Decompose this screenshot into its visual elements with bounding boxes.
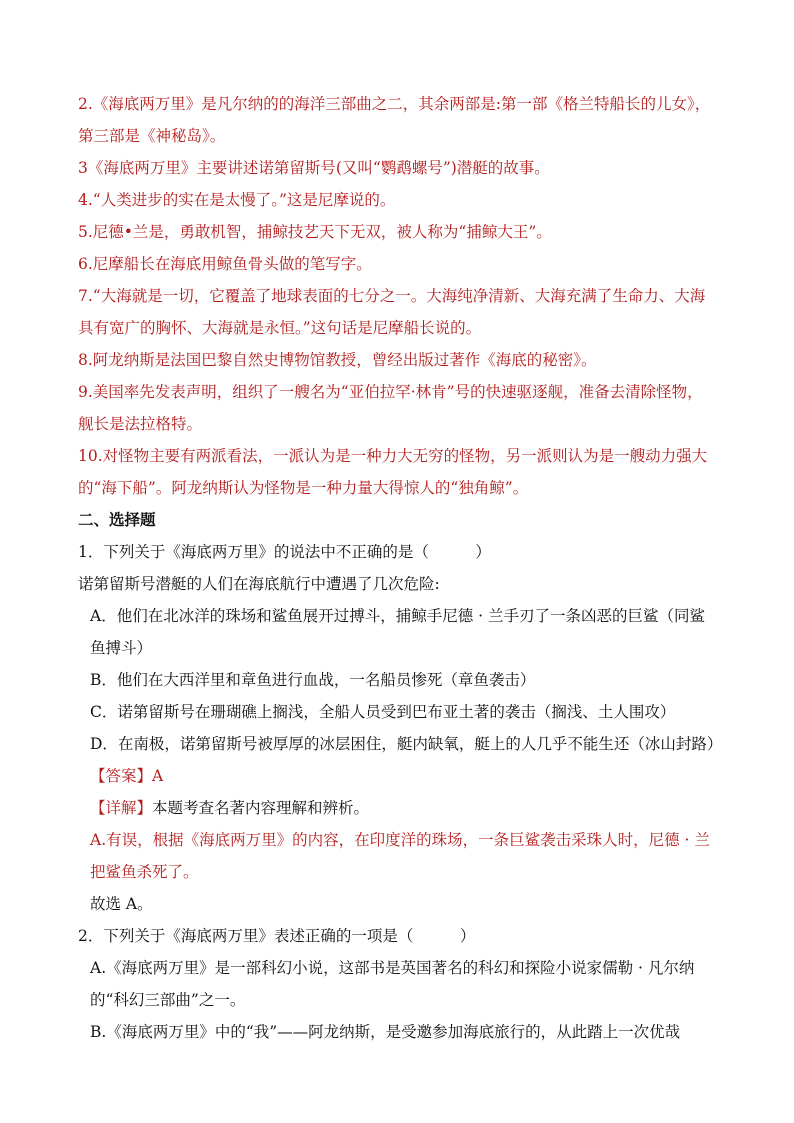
q1-option-d: D．在南极，诺第留斯号被厚厚的冰层困住，艇内缺氧，艇上的人几乎不能生还（冰山封路）	[90, 735, 723, 753]
fact-5: 5.尼德•兰是，勇敢机智，捕鲸技艺天下无双，被人称为“捕鲸大王”。	[78, 223, 552, 241]
detail-text: 本题考查名著内容理解和辨析。	[152, 799, 370, 817]
q1-explain-line-2: 把鲨鱼杀死了。	[90, 863, 199, 881]
fact-10-line-2: 的“海下船”。阿龙纳斯认为怪物是一种力量大得惊人的“独角鲸”。	[78, 479, 529, 497]
q2-option-a-line-2: 的“科幻三部曲”之一。	[90, 991, 246, 1009]
q1-option-a-line-1: A．他们在北冰洋的珠场和鲨鱼展开过搏斗，捕鲸手尼德 · 兰手刃了一条凶恶的巨鲨（同鲨	[90, 607, 705, 625]
answer-value: A	[152, 767, 164, 785]
fact-7-line-1: 7.“大海就是一切，它覆盖了地球表面的七分之一。大海纯净清新、大海充满了生命力、大海	[78, 287, 706, 305]
fact-2-line-2: 第三部是《神秘岛》。	[78, 127, 226, 145]
detail-tag: 【详解】	[90, 799, 153, 817]
fact-8: 8.阿龙纳斯是法国巴黎自然史博物馆教授，曾经出版过著作《海底的秘密》。	[78, 351, 597, 369]
q1-intro: 诺第留斯号潜艇的人们在海底航行中遭遇了几次危险:	[78, 575, 440, 593]
q1-option-a-line-2: 鱼搏斗）	[90, 639, 153, 657]
q1-conclusion: 故选 A。	[90, 895, 153, 913]
q2-option-a-line-1: A.《海底两万里》是一部科幻小说，这部书是英国著名的科幻和探险小说家儒勒 · 凡尔纳	[90, 959, 695, 977]
fact-7-line-2: 具有宽广的胸怀、大海就是永恒。”这句话是尼摩船长说的。	[78, 319, 482, 337]
q1-option-c: C．诺第留斯号在珊瑚礁上搁浅，全船人员受到巴布亚土著的袭击（搁浅、土人围攻）	[90, 703, 676, 721]
q1-stem: 1．下列关于《海底两万里》的说法中不正确的是（ ）	[78, 543, 491, 561]
fact-9-line-1: 9.美国率先发表声明，组织了一艘名为“亚伯拉罕·林肯”号的快速驱逐舰，准备去清除怪物，	[78, 383, 703, 401]
fact-4: 4.“人类进步的实在是太慢了。”这是尼摩说的。	[78, 191, 396, 209]
q2-stem: 2．下列关于《海底两万里》表述正确的一项是（ ）	[78, 927, 476, 945]
q1-explain-line-1: A.有误，根据《海底两万里》的内容，在印度洋的珠场，一条巨鲨袭击采珠人时，尼德 · 兰	[90, 831, 710, 849]
q2-option-b-line-1: B.《海底两万里》中的“我”——阿龙纳斯，是受邀参加海底旅行的，从此踏上一次优哉	[90, 1023, 681, 1041]
q1-answer	[90, 766, 163, 786]
fact-3: 3《海底两万里》主要讲述诺第留斯号(又叫“鹦鹉螺号”)潜艇的故事。	[78, 159, 550, 177]
answer-tag: 【答案】	[90, 767, 153, 785]
fact-2-line-1: 2.《海底两万里》是凡尔纳的的海洋三部曲之二，其余两部是:第一部《格兰特船长的儿女》，	[78, 95, 711, 113]
section-title: 二、选择题	[78, 510, 156, 529]
fact-9-line-2: 舰长是法拉格特。	[78, 415, 203, 433]
fact-6: 6.尼摩船长在海底用鲸鱼骨头做的笔写字。	[78, 255, 372, 273]
fact-10-line-1: 10.对怪物主要有两派看法，一派认为是一种力大无穷的怪物，另一派则认为是一艘动力强大	[78, 447, 708, 465]
q1-option-b: B．他们在大西洋里和章鱼进行血战，一名船员惨死（章鱼袭击）	[90, 671, 536, 689]
q1-detail	[90, 798, 369, 818]
